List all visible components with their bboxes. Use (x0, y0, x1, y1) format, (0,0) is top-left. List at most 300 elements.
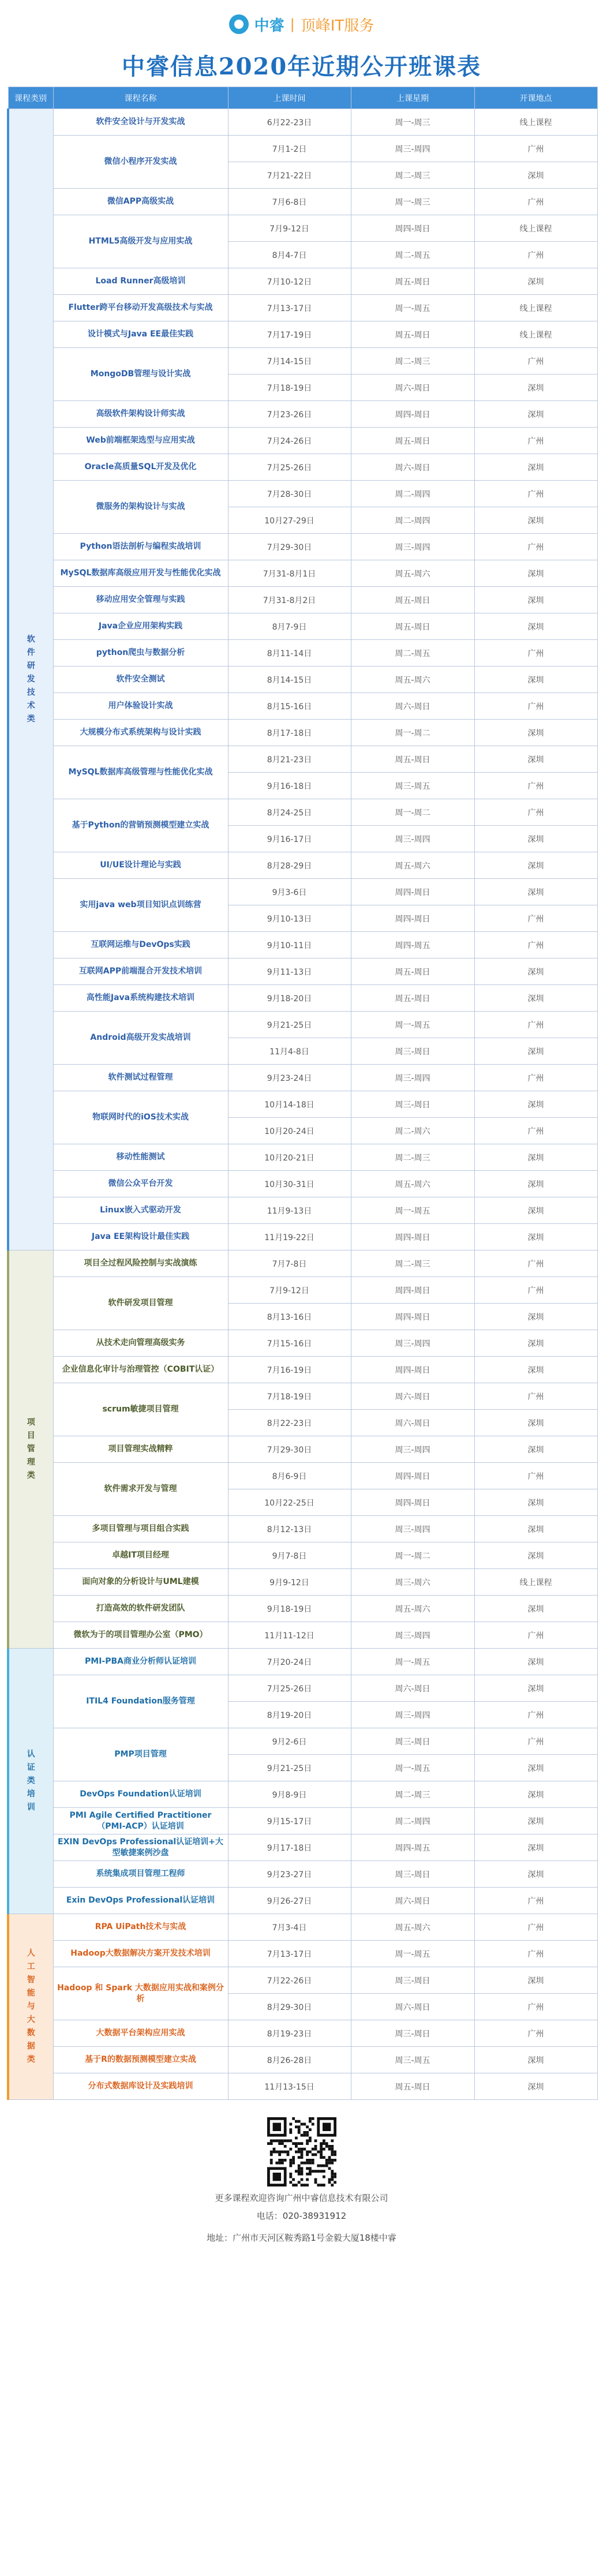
session-weekday-cell: 周三-周四 (351, 534, 474, 560)
course-name-cell: UI/UE设计理论与实践 (53, 852, 228, 879)
table-row (8, 932, 597, 958)
session-time-cell: 8月14-15日 (228, 667, 351, 693)
session-time-cell: 10月14-18日 (228, 1091, 351, 1118)
category-label: 项目管理类 (27, 1417, 35, 1481)
course-name-cell: 企业信息化审计与治理管控（COBIT认证） (53, 1357, 228, 1383)
session-time-cell: 10月20-24日 (228, 1118, 351, 1144)
session-weekday-cell: 周五-周六 (351, 667, 474, 693)
session-location-cell: 深圳 (474, 852, 597, 879)
session-location-cell: 广州 (474, 1914, 597, 1941)
course-name-cell: 大数据平台架构应用实战 (53, 2020, 228, 2047)
table-row (8, 215, 597, 242)
session-time-cell: 7月17-19日 (228, 321, 351, 348)
course-name-cell: 面向对象的分析设计与UML建模 (53, 1569, 228, 1596)
session-location-cell: 深圳 (474, 162, 597, 189)
session-weekday-cell: 周二-周六 (351, 1118, 474, 1144)
session-time-cell: 7月24-26日 (228, 428, 351, 454)
table-row (8, 1542, 597, 1569)
table-row (8, 1065, 597, 1091)
session-location-cell: 深圳 (474, 1649, 597, 1675)
table-row (8, 1250, 597, 1277)
course-name-cell: Load Runner高级培训 (53, 268, 228, 295)
session-location-cell: 深圳 (474, 2047, 597, 2073)
page-title: 中睿信息2020年近期公开班课表 (121, 53, 482, 80)
session-time-cell: 7月6-8日 (228, 189, 351, 215)
category-label: 软件研发技术类 (27, 634, 35, 724)
brand-separator: | (290, 16, 295, 32)
session-location-cell: 深圳 (474, 720, 597, 746)
category-label: 认证类培训 (27, 1749, 35, 1813)
session-time-cell: 11月13-15日 (228, 2073, 351, 2100)
session-location-cell: 广州 (474, 693, 597, 720)
session-time-cell: 8月13-16日 (228, 1304, 351, 1330)
course-name-cell: 基于Python的营销预测模型建立实战 (53, 799, 228, 852)
brand-logo-icon (229, 14, 249, 34)
brand-slogan: 顶峰IT服务 (300, 17, 374, 35)
session-location-cell: 深圳 (474, 826, 597, 852)
session-time-cell: 8月7-9日 (228, 613, 351, 640)
session-weekday-cell: 周一-周五 (351, 1197, 474, 1224)
session-weekday-cell: 周一-周五 (351, 1012, 474, 1038)
footer (0, 2100, 603, 2244)
session-time-cell: 8月12-13日 (228, 1516, 351, 1542)
table-row (8, 587, 597, 613)
session-weekday-cell: 周二-周三 (351, 1781, 474, 1808)
session-weekday-cell: 周三-周四 (351, 1065, 474, 1091)
table-row (8, 1888, 597, 1914)
course-name-cell: 大规模分布式系统架构与设计实践 (53, 720, 228, 746)
session-weekday-cell: 周三-周四 (351, 1702, 474, 1728)
session-weekday-cell: 周六-周日 (351, 1675, 474, 1702)
session-weekday-cell: 周四-周日 (351, 879, 474, 905)
session-location-cell: 深圳 (474, 1144, 597, 1171)
session-location-cell: 深圳 (474, 1038, 597, 1065)
course-name-cell: 软件测试过程管理 (53, 1065, 228, 1091)
footer-consult: 更多课程欢迎咨询广州中睿信息技术有限公司 (215, 2193, 388, 2203)
table-row (8, 1649, 597, 1675)
session-time-cell: 9月7-8日 (228, 1542, 351, 1569)
table-row (8, 1012, 597, 1038)
table-row (8, 879, 597, 905)
session-time-cell: 10月22-25日 (228, 1489, 351, 1516)
session-time-cell: 9月2-6日 (228, 1728, 351, 1755)
session-weekday-cell: 周五-周日 (351, 321, 474, 348)
category-cell (8, 1649, 53, 1914)
table-row (8, 693, 597, 720)
course-name-cell: HTML5高级开发与应用实战 (53, 215, 228, 268)
course-name-cell: 项目管理实战精粹 (53, 1436, 228, 1463)
table-row (8, 1277, 597, 1304)
session-location-cell: 深圳 (474, 1304, 597, 1330)
session-weekday-cell: 周六-周日 (351, 1410, 474, 1436)
session-weekday-cell: 周二-周三 (351, 162, 474, 189)
session-location-cell: 线上课程 (474, 321, 597, 348)
schedule-table-wrapper (7, 87, 596, 2100)
session-time-cell: 7月9-12日 (228, 1277, 351, 1304)
table-row (8, 1091, 597, 1118)
session-location-cell: 深圳 (474, 879, 597, 905)
session-time-cell: 9月9-12日 (228, 1569, 351, 1596)
session-time-cell: 7月10-12日 (228, 268, 351, 295)
table-row (8, 189, 597, 215)
session-time-cell: 8月19-20日 (228, 1702, 351, 1728)
table-row (8, 1357, 597, 1383)
session-time-cell: 9月15-17日 (228, 1808, 351, 1834)
course-name-cell: Java EE架构设计最佳实践 (53, 1224, 228, 1250)
session-weekday-cell: 周四-周日 (351, 1463, 474, 1489)
course-name-cell: 互联网运维与DevOps实践 (53, 932, 228, 958)
session-time-cell: 9月11-13日 (228, 958, 351, 985)
session-time-cell: 7月31-8月1日 (228, 560, 351, 587)
session-location-cell: 广州 (474, 932, 597, 958)
table-row (8, 1728, 597, 1755)
session-weekday-cell: 周四-周日 (351, 1224, 474, 1250)
session-weekday-cell: 周五-周日 (351, 746, 474, 773)
course-name-cell: MySQL数据库高级应用开发与性能优化实战 (53, 560, 228, 587)
course-name-cell: Hadoop大数据解决方案开发技术培训 (53, 1941, 228, 1967)
course-name-cell: PMI Agile Certified Practitioner（PMI-ACP）认证培训 (53, 1808, 228, 1834)
session-location-cell: 深圳 (474, 1171, 597, 1197)
session-time-cell: 10月20-21日 (228, 1144, 351, 1171)
table-row (8, 1569, 597, 1596)
session-time-cell: 9月21-25日 (228, 1755, 351, 1781)
session-location-cell: 深圳 (474, 1489, 597, 1516)
session-weekday-cell: 周二-周三 (351, 1144, 474, 1171)
table-row (8, 852, 597, 879)
session-weekday-cell: 周四-周日 (351, 1489, 474, 1516)
session-location-cell: 深圳 (474, 1781, 597, 1808)
course-name-cell: 微信公众平台开发 (53, 1171, 228, 1197)
table-row (8, 428, 597, 454)
course-name-cell: MongoDB管理与设计实战 (53, 348, 228, 401)
session-weekday-cell: 周二-周三 (351, 1250, 474, 1277)
category-label: 人工智能与大数据类 (27, 1948, 35, 2065)
session-weekday-cell: 周三-周四 (351, 826, 474, 852)
session-location-cell: 广州 (474, 1941, 597, 1967)
session-location-cell: 广州 (474, 1012, 597, 1038)
session-time-cell: 7月22-26日 (228, 1967, 351, 1994)
session-location-cell: 深圳 (474, 587, 597, 613)
session-weekday-cell: 周三-周五 (351, 773, 474, 799)
session-location-cell: 广州 (474, 189, 597, 215)
table-row (8, 985, 597, 1012)
session-time-cell: 9月8-9日 (228, 1781, 351, 1808)
table-row (8, 1436, 597, 1463)
session-location-cell: 广州 (474, 773, 597, 799)
session-time-cell: 9月16-18日 (228, 773, 351, 799)
table-row (8, 1516, 597, 1542)
table-row (8, 1463, 597, 1489)
session-time-cell: 9月10-11日 (228, 932, 351, 958)
session-location-cell: 深圳 (474, 507, 597, 534)
brand-name: 中睿 (254, 17, 284, 35)
course-name-cell: scrum敏捷项目管理 (53, 1383, 228, 1436)
session-time-cell: 7月1-2日 (228, 136, 351, 162)
course-name-cell: 微信小程序开发实战 (53, 136, 228, 189)
course-name-cell: python爬虫与数据分析 (53, 640, 228, 667)
session-location-cell: 广州 (474, 1994, 597, 2020)
table-row (8, 720, 597, 746)
logo-bar (0, 0, 603, 48)
course-name-cell: Web前端框架选型与应用实战 (53, 428, 228, 454)
session-location-cell: 深圳 (474, 985, 597, 1012)
table-row (8, 321, 597, 348)
session-weekday-cell: 周二-周四 (351, 1808, 474, 1834)
session-weekday-cell: 周三-周日 (351, 1728, 474, 1755)
session-location-cell: 线上课程 (474, 215, 597, 242)
session-location-cell: 广州 (474, 1118, 597, 1144)
course-name-cell: Oracle高质量SQL开发及优化 (53, 454, 228, 481)
session-weekday-cell: 周一-周二 (351, 799, 474, 826)
session-time-cell: 7月9-12日 (228, 215, 351, 242)
session-weekday-cell: 周二-周四 (351, 481, 474, 507)
session-location-cell: 广州 (474, 2020, 597, 2047)
course-name-cell: 基于R的数据预测模型建立实战 (53, 2047, 228, 2073)
course-name-cell: 从技术走向管理高级实务 (53, 1330, 228, 1357)
session-time-cell: 11月11-12日 (228, 1622, 351, 1649)
session-time-cell: 11月4-8日 (228, 1038, 351, 1065)
course-name-cell: Exin DevOps Professional认证培训 (53, 1888, 228, 1914)
session-time-cell: 7月13-17日 (228, 295, 351, 321)
session-location-cell: 广州 (474, 1065, 597, 1091)
table-row (8, 1383, 597, 1410)
session-time-cell: 8月29-30日 (228, 1994, 351, 2020)
session-location-cell: 广州 (474, 1888, 597, 1914)
session-location-cell: 深圳 (474, 1675, 597, 1702)
course-name-cell: Linux嵌入式驱动开发 (53, 1197, 228, 1224)
session-time-cell: 9月18-19日 (228, 1596, 351, 1622)
session-weekday-cell: 周五-周日 (351, 268, 474, 295)
table-row (8, 799, 597, 826)
course-name-cell: 用户体验设计实战 (53, 693, 228, 720)
session-weekday-cell: 周四-周日 (351, 1357, 474, 1383)
session-location-cell: 深圳 (474, 1436, 597, 1463)
course-name-cell: DevOps Foundation认证培训 (53, 1781, 228, 1808)
course-name-cell: RPA UiPath技术与实战 (53, 1914, 228, 1941)
table-header (8, 87, 597, 109)
table-row (8, 1622, 597, 1649)
session-weekday-cell: 周三-周四 (351, 1516, 474, 1542)
table-row (8, 268, 597, 295)
session-weekday-cell: 周五-周日 (351, 958, 474, 985)
session-weekday-cell: 周一-周五 (351, 295, 474, 321)
table-row (8, 560, 597, 587)
course-name-cell: PMP项目管理 (53, 1728, 228, 1781)
session-time-cell: 8月15-16日 (228, 693, 351, 720)
session-time-cell: 7月28-30日 (228, 481, 351, 507)
session-location-cell: 深圳 (474, 1596, 597, 1622)
course-name-cell: 高级软件架构设计师实战 (53, 401, 228, 428)
session-location-cell: 深圳 (474, 454, 597, 481)
table-row (8, 481, 597, 507)
session-location-cell: 深圳 (474, 1755, 597, 1781)
session-time-cell: 7月18-19日 (228, 375, 351, 401)
session-time-cell: 8月28-29日 (228, 852, 351, 879)
table-row (8, 1861, 597, 1888)
table-row (8, 1224, 597, 1250)
session-weekday-cell: 周四-周日 (351, 905, 474, 932)
course-name-cell: 微软为于的项目管理办公室（PMO） (53, 1622, 228, 1649)
session-weekday-cell: 周三-周四 (351, 1436, 474, 1463)
session-weekday-cell: 周四-周日 (351, 1277, 474, 1304)
course-name-cell: 分布式数据库设计及实践培训 (53, 2073, 228, 2100)
column-header-weekday: 上课星期 (351, 87, 474, 109)
table-row (8, 1967, 597, 1994)
category-cell (8, 1250, 53, 1649)
session-location-cell: 深圳 (474, 1967, 597, 1994)
session-location-cell: 广州 (474, 534, 597, 560)
session-time-cell: 7月20-24日 (228, 1649, 351, 1675)
session-time-cell: 11月19-22日 (228, 1224, 351, 1250)
session-location-cell: 广州 (474, 242, 597, 268)
session-weekday-cell: 周一-周五 (351, 1649, 474, 1675)
course-name-cell: Java企业应用架构实践 (53, 613, 228, 640)
table-row (8, 1197, 597, 1224)
course-name-cell: 微服务的架构设计与实战 (53, 481, 228, 534)
session-weekday-cell: 周五-周六 (351, 560, 474, 587)
course-name-cell: 实用java web项目知识点训练营 (53, 879, 228, 932)
session-time-cell: 7月16-19日 (228, 1357, 351, 1383)
table-body (8, 109, 597, 2100)
session-location-cell: 深圳 (474, 1197, 597, 1224)
session-time-cell: 7月7-8日 (228, 1250, 351, 1277)
session-weekday-cell: 周四-周五 (351, 932, 474, 958)
table-row (8, 613, 597, 640)
session-time-cell: 9月23-27日 (228, 1861, 351, 1888)
course-name-cell: Hadoop 和 Spark 大数据应用实战和案例分析 (53, 1967, 228, 2020)
table-row (8, 1834, 597, 1861)
session-weekday-cell: 周一-周五 (351, 1755, 474, 1781)
session-weekday-cell: 周一-周二 (351, 720, 474, 746)
session-time-cell: 7月29-30日 (228, 1436, 351, 1463)
table-row (8, 1596, 597, 1622)
session-location-cell: 深圳 (474, 1357, 597, 1383)
table-row (8, 746, 597, 773)
course-name-cell: 物联网时代的iOS技术实战 (53, 1091, 228, 1144)
session-time-cell: 7月25-26日 (228, 1675, 351, 1702)
session-location-cell: 广州 (474, 905, 597, 932)
header-row (8, 87, 597, 109)
session-location-cell: 深圳 (474, 1861, 597, 1888)
table-row (8, 348, 597, 375)
session-weekday-cell: 周二-周五 (351, 640, 474, 667)
session-weekday-cell: 周五-周六 (351, 1596, 474, 1622)
table-row (8, 1171, 597, 1197)
session-weekday-cell: 周五-周六 (351, 852, 474, 879)
session-weekday-cell: 周五-周六 (351, 1171, 474, 1197)
session-time-cell: 11月9-13日 (228, 1197, 351, 1224)
session-time-cell: 9月10-13日 (228, 905, 351, 932)
session-location-cell: 深圳 (474, 667, 597, 693)
session-location-cell: 线上课程 (474, 109, 597, 136)
table-row (8, 1808, 597, 1834)
session-time-cell: 7月14-15日 (228, 348, 351, 375)
table-row (8, 667, 597, 693)
table-row (8, 295, 597, 321)
session-weekday-cell: 周五-周日 (351, 2073, 474, 2100)
session-time-cell: 8月4-7日 (228, 242, 351, 268)
column-header-time: 上课时间 (228, 87, 351, 109)
session-weekday-cell: 周三-周日 (351, 1967, 474, 1994)
session-location-cell: 广州 (474, 1728, 597, 1755)
table-row (8, 1941, 597, 1967)
session-location-cell: 线上课程 (474, 295, 597, 321)
course-name-cell: Python语法剖析与编程实战培训 (53, 534, 228, 560)
table-row (8, 1330, 597, 1357)
session-weekday-cell: 周三-周四 (351, 1330, 474, 1357)
session-weekday-cell: 周五-周日 (351, 985, 474, 1012)
table-row (8, 1781, 597, 1808)
session-location-cell: 广州 (474, 640, 597, 667)
session-time-cell: 10月30-31日 (228, 1171, 351, 1197)
session-location-cell: 广州 (474, 799, 597, 826)
session-time-cell: 8月24-25日 (228, 799, 351, 826)
session-weekday-cell: 周三-周日 (351, 1091, 474, 1118)
session-weekday-cell: 周三-周五 (351, 2047, 474, 2073)
course-name-cell: 系统集成项目管理工程师 (53, 1861, 228, 1888)
session-location-cell: 广州 (474, 136, 597, 162)
session-location-cell: 广州 (474, 1463, 597, 1489)
table-row (8, 454, 597, 481)
session-time-cell: 9月17-18日 (228, 1834, 351, 1861)
session-time-cell: 6月22-23日 (228, 109, 351, 136)
session-weekday-cell: 周四-周五 (351, 1834, 474, 1861)
session-location-cell: 深圳 (474, 560, 597, 587)
session-time-cell: 9月18-20日 (228, 985, 351, 1012)
category-cell (8, 109, 53, 1250)
session-weekday-cell: 周三-周日 (351, 1861, 474, 1888)
course-name-cell: 设计模式与Java EE最佳实践 (53, 321, 228, 348)
session-weekday-cell: 周六-周日 (351, 454, 474, 481)
table-row (8, 1144, 597, 1171)
session-weekday-cell: 周六-周日 (351, 1994, 474, 2020)
session-weekday-cell: 周四-周日 (351, 1304, 474, 1330)
session-weekday-cell: 周二-周五 (351, 242, 474, 268)
course-name-cell: 软件安全设计与开发实战 (53, 109, 228, 136)
course-name-cell: ITIL4 Foundation服务管理 (53, 1675, 228, 1728)
session-weekday-cell: 周六-周日 (351, 1888, 474, 1914)
course-name-cell: 高性能Java系统构建技术培训 (53, 985, 228, 1012)
table-row (8, 2047, 597, 2073)
table-row (8, 1675, 597, 1702)
session-weekday-cell: 周一-周五 (351, 1941, 474, 1967)
session-time-cell: 8月6-9日 (228, 1463, 351, 1489)
session-location-cell: 深圳 (474, 613, 597, 640)
session-location-cell: 深圳 (474, 1330, 597, 1357)
session-location-cell: 广州 (474, 428, 597, 454)
course-name-cell: 卓越IT项目经理 (53, 1542, 228, 1569)
session-time-cell: 8月17-18日 (228, 720, 351, 746)
session-weekday-cell: 周六-周日 (351, 1383, 474, 1410)
session-location-cell: 深圳 (474, 1224, 597, 1250)
course-name-cell: 项目全过程风险控制与实战演练 (53, 1250, 228, 1277)
footer-phone: 电话：020-38931912 (256, 2211, 347, 2221)
session-location-cell: 深圳 (474, 1834, 597, 1861)
session-location-cell: 广州 (474, 1277, 597, 1304)
session-time-cell: 8月22-23日 (228, 1410, 351, 1436)
schedule-table (7, 87, 598, 2100)
table-row (8, 640, 597, 667)
session-location-cell: 深圳 (474, 2073, 597, 2100)
session-location-cell: 深圳 (474, 401, 597, 428)
session-weekday-cell: 周三-周日 (351, 1038, 474, 1065)
session-time-cell: 9月23-24日 (228, 1065, 351, 1091)
session-weekday-cell: 周一-周二 (351, 1542, 474, 1569)
session-location-cell: 深圳 (474, 1542, 597, 1569)
session-location-cell: 广州 (474, 1702, 597, 1728)
session-time-cell: 7月25-26日 (228, 454, 351, 481)
session-time-cell: 7月13-17日 (228, 1941, 351, 1967)
